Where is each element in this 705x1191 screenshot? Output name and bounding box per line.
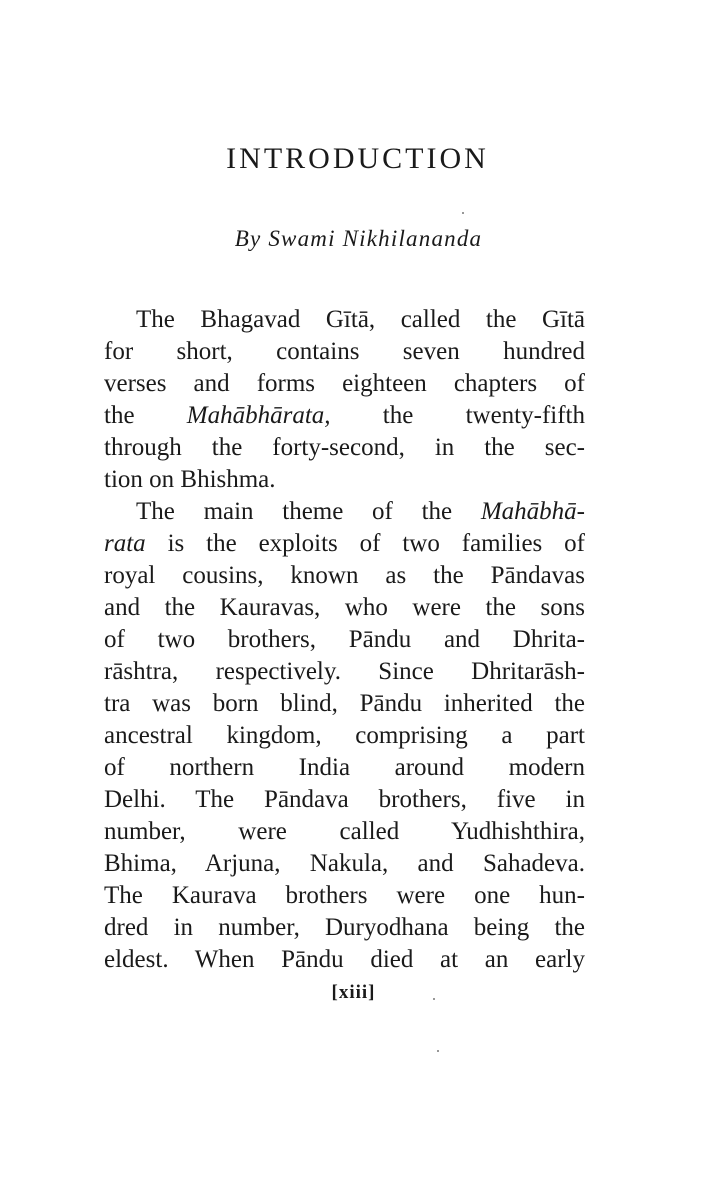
text-line: eldest. When Pāndu died at an early xyxy=(104,946,585,973)
chapter-heading: INTRODUCTION xyxy=(226,142,489,175)
text-line: of two brothers, Pāndu and Dhrita- xyxy=(104,626,585,653)
paper-speck xyxy=(437,1050,439,1052)
text-line: Bhima, Arjuna, Nakula, and Sahadeva. xyxy=(104,850,585,877)
text-line: tra was born blind, Pāndu inherited the xyxy=(104,690,585,717)
text-line: rāshtra, respectively. Since Dhritarāsh- xyxy=(104,658,585,685)
text-line: and the Kauravas, who were the sons xyxy=(104,594,585,621)
text-line: the Mahābhārata, the twenty-fifth xyxy=(104,402,585,429)
text-line: of northern India around modern xyxy=(104,754,585,781)
text-line: verses and forms eighteen chapters of xyxy=(104,370,585,397)
author-byline: By Swami Nikhilananda xyxy=(234,226,483,251)
text-line: through the forty-second, in the sec- xyxy=(104,434,585,461)
text-line: rata is the exploits of two families of xyxy=(104,530,585,557)
text-line: for short, contains seven hundred xyxy=(104,338,585,365)
page-number: [xiii] xyxy=(331,982,376,1003)
text-line: dred in number, Duryodhana being the xyxy=(104,914,585,941)
text-line: ancestral kingdom, comprising a part xyxy=(104,722,585,749)
body-text xyxy=(104,304,585,976)
text-line: The main theme of the Mahābhā- xyxy=(136,498,585,525)
text-line: royal cousins, known as the Pāndavas xyxy=(104,562,585,589)
text-line: tion on Bhishma. xyxy=(104,466,276,493)
paper-speck xyxy=(433,998,435,1000)
text-line: The Bhagavad Gītā, called the Gītā xyxy=(136,306,585,333)
text-line: number, were called Yudhishthira, xyxy=(104,818,585,845)
text-line: Delhi. The Pāndava brothers, five in xyxy=(104,786,585,813)
paper-speck xyxy=(462,212,464,214)
text-line: The Kaurava brothers were one hun- xyxy=(104,882,585,909)
